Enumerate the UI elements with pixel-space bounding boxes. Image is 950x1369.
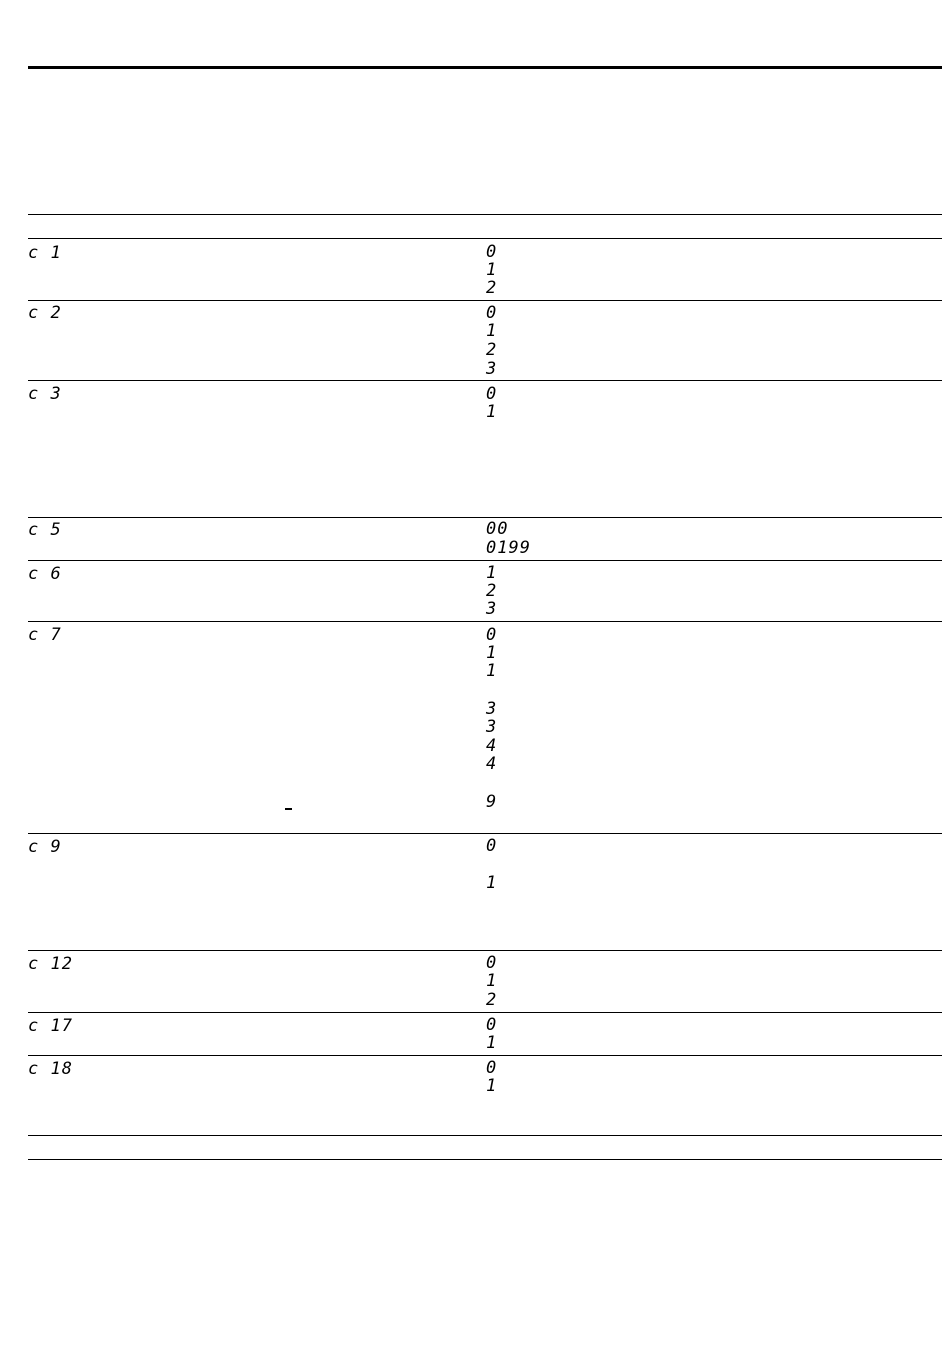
setting-value: 1 xyxy=(486,1033,498,1053)
setting-value: 1 xyxy=(486,402,498,422)
row-divider xyxy=(28,950,942,951)
setting-value: 2 xyxy=(486,581,498,601)
setting-value: 0 xyxy=(486,1015,498,1035)
setting-value: 3 xyxy=(486,717,498,737)
table-footer-rule xyxy=(28,1159,942,1160)
setting-value: 1 xyxy=(486,563,498,583)
row-divider xyxy=(28,621,942,622)
setting-value: 00 xyxy=(486,519,509,539)
setting-value: 4 xyxy=(486,736,498,756)
setting-code: c 17 xyxy=(28,1016,73,1036)
setting-value: 0 xyxy=(486,242,498,262)
row-divider xyxy=(28,560,942,561)
setting-code: c 7 xyxy=(28,625,62,645)
setting-value: 2 xyxy=(486,278,498,298)
setting-code: c 18 xyxy=(28,1059,73,1079)
setting-value: 0 xyxy=(486,384,498,404)
table-header-bottom-rule xyxy=(28,238,942,239)
setting-code: c 1 xyxy=(28,243,62,263)
row-divider xyxy=(28,1012,942,1013)
table-bottom-rule xyxy=(28,1135,942,1136)
top-rule xyxy=(28,66,942,69)
setting-value: 0 xyxy=(486,303,498,323)
setting-code: c 3 xyxy=(28,384,62,404)
row-divider xyxy=(28,1055,942,1056)
table-header-top-rule xyxy=(28,214,942,215)
setting-value: 3 xyxy=(486,699,498,719)
setting-code: c 6 xyxy=(28,564,62,584)
setting-value: 1 xyxy=(486,873,498,893)
setting-code: c 9 xyxy=(28,837,62,857)
setting-code: c 2 xyxy=(28,303,62,323)
row-divider xyxy=(28,380,942,381)
setting-value: 1 xyxy=(486,971,498,991)
setting-value: 1 xyxy=(486,643,498,663)
setting-value: 0 xyxy=(486,953,498,973)
dash-mark xyxy=(285,808,292,810)
setting-value: 2 xyxy=(486,990,498,1010)
setting-value: 1 xyxy=(486,661,498,681)
setting-value: 9 xyxy=(486,792,498,812)
setting-value: 1 xyxy=(486,260,498,280)
setting-value: 0 xyxy=(486,1058,498,1078)
setting-value: 3 xyxy=(486,599,498,619)
setting-value: 4 xyxy=(486,754,498,774)
setting-value: 0 xyxy=(486,625,498,645)
setting-code: c 12 xyxy=(28,954,73,974)
setting-code: c 5 xyxy=(28,520,62,540)
setting-value: 0 xyxy=(486,836,498,856)
setting-value: 1 xyxy=(486,1076,498,1096)
row-divider xyxy=(28,517,942,518)
setting-value: 1 xyxy=(486,321,498,341)
setting-value: 2 xyxy=(486,340,498,360)
setting-value: 0199 xyxy=(486,538,531,558)
setting-value: 3 xyxy=(486,359,498,379)
row-divider xyxy=(28,300,942,301)
row-divider xyxy=(28,833,942,834)
